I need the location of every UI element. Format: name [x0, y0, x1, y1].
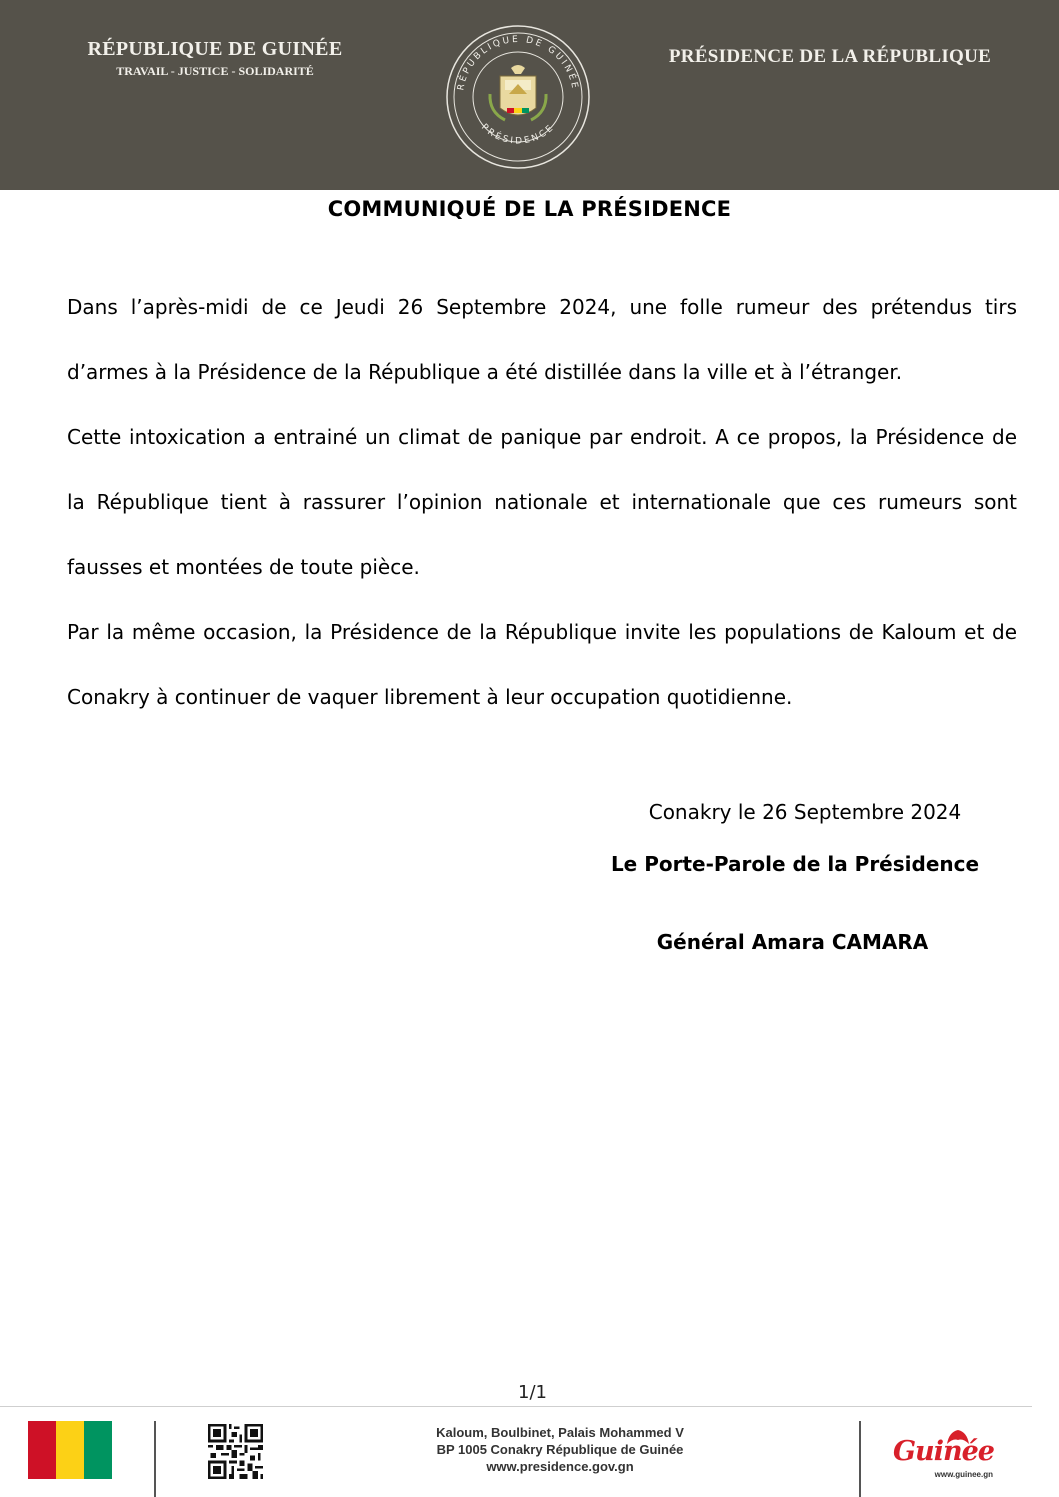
republic-name: RÉPUBLIQUE DE GUINÉE — [87, 38, 343, 60]
document-title: COMMUNIQUÉ DE LA PRÉSIDENCE — [327, 197, 732, 221]
page-number: 1/1 — [518, 1382, 547, 1403]
paragraph-3: Par la même occasion, la Présidence de la République invite les populations de Kaloum et de Conakry à continuer de vaquer librement à leur occupation quotidienne. — [67, 620, 1017, 709]
address-line-1: Kaloum, Boulbinet, Palais Mohammed V — [436, 1425, 684, 1440]
communique-body — [67, 275, 1017, 730]
guinee-brand-logo — [893, 1428, 993, 1484]
flag-yellow-band — [56, 1421, 84, 1479]
signatory-role: Le Porte-Parole de la Présidence — [610, 852, 980, 876]
national-motto: TRAVAIL - JUSTICE - SOLIDARITÉ — [116, 64, 314, 78]
letterhead-left — [60, 38, 370, 79]
place-date: Conakry le 26 Septembre 2024 — [648, 800, 962, 824]
seal-bottom-text: PRÉSIDENCE — [479, 122, 557, 147]
coat-of-arms-icon — [490, 65, 546, 120]
signatory-name: Général Amara CAMARA — [656, 930, 929, 954]
footer-separator-right — [859, 1421, 861, 1497]
flag-green-band — [84, 1421, 112, 1479]
logo-word: Guinée — [893, 1436, 994, 1467]
presidential-seal-icon — [445, 24, 591, 170]
website-link[interactable]: www.presidence.gov.gn — [486, 1459, 634, 1474]
logo-url: www.guinee.gn — [934, 1470, 993, 1479]
svg-text:PRÉSIDENCE — [479, 122, 557, 146]
qr-code-icon[interactable] — [208, 1424, 263, 1479]
guinea-flag-icon — [28, 1421, 112, 1479]
flag-red-band — [28, 1421, 56, 1479]
address-line-2: BP 1005 Conakry République de Guinée — [436, 1442, 684, 1457]
seal-top-text: RÉPUBLIQUE DE GUINÉE — [456, 34, 580, 92]
presidency-title: PRÉSIDENCE DE LA RÉPUBLIQUE — [668, 46, 992, 67]
footer-separator-left — [154, 1421, 156, 1497]
footer-divider — [0, 1406, 1032, 1407]
footer-address — [360, 1424, 760, 1475]
paragraph-2: Cette intoxication a entrainé un climat de panique par endroit. A ce propos, la Présidence de la République tient à rassurer l’opinion nationale et internationale que ces rumeurs sont fausses et montées de toute pièce. — [67, 425, 1017, 579]
paragraph-1: Dans l’après-midi de ce Jeudi 26 Septembre 2024, une folle rumeur des prétendus tirs d’armes à la Présidence de la République a été distillée dans la ville et à l’étranger. — [67, 295, 1017, 384]
letterhead-banner — [0, 0, 1059, 190]
